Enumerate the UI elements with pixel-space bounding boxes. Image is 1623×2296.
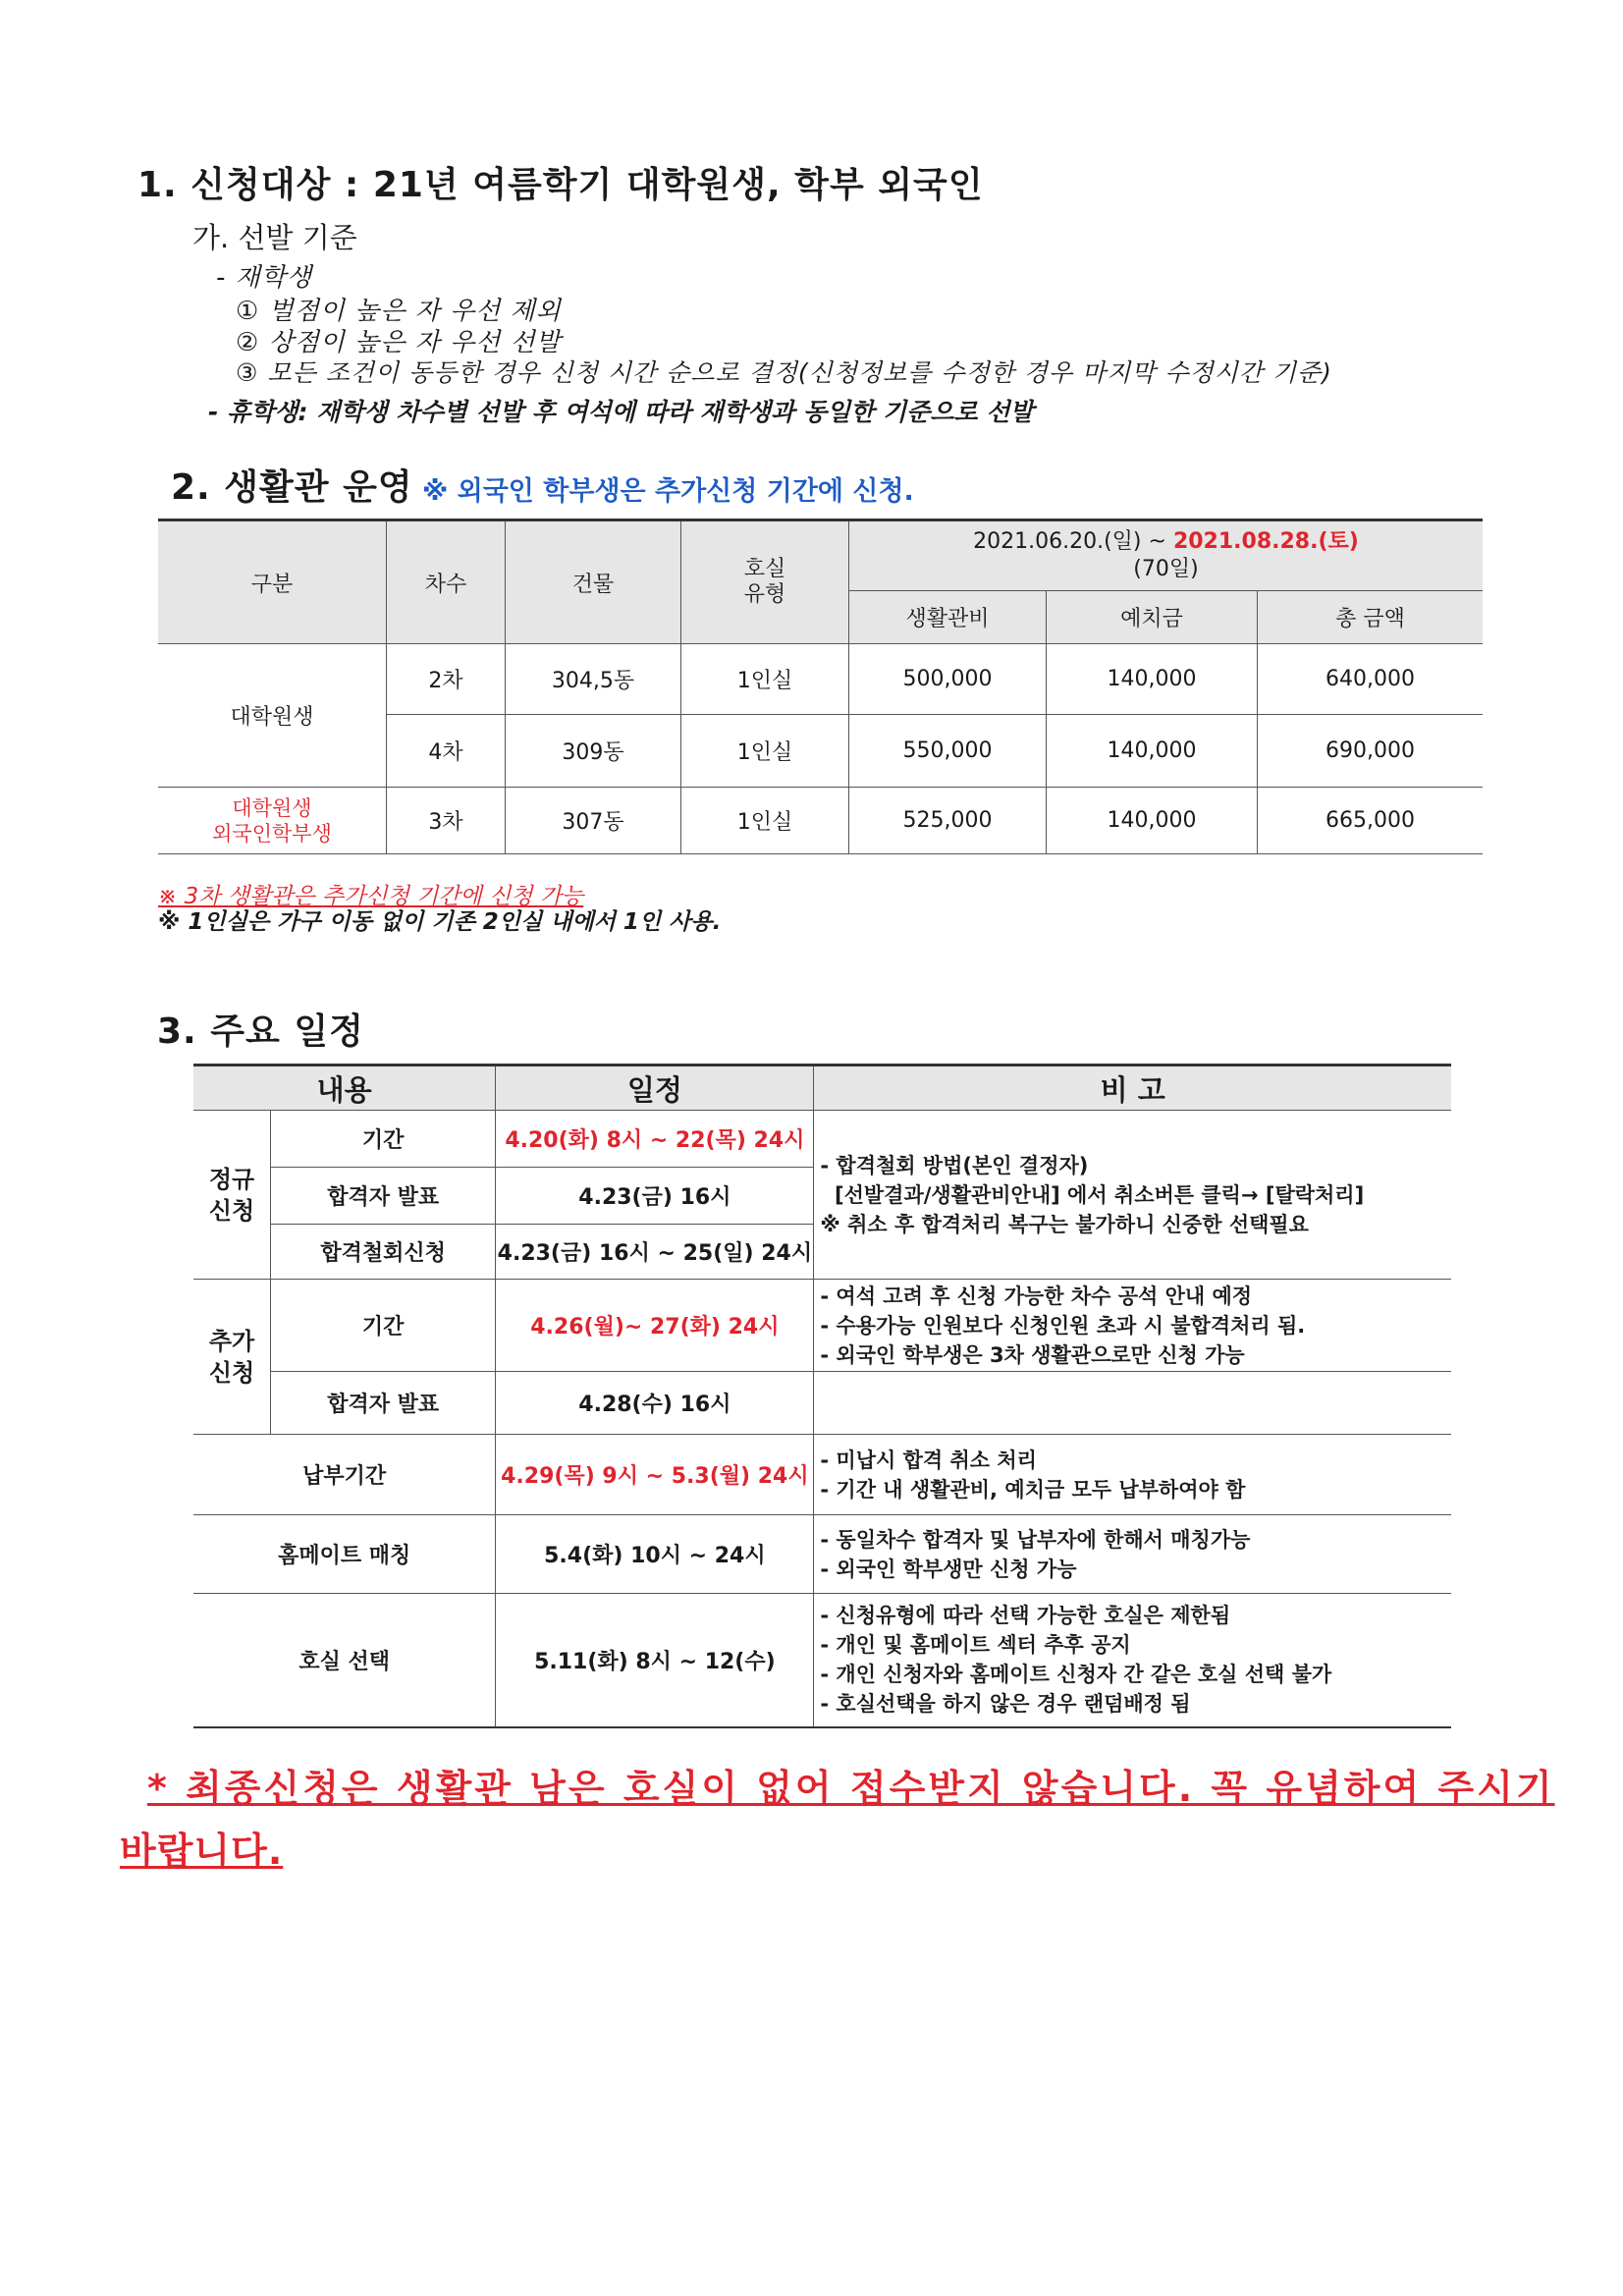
- section2-note: ※ 외국인 학부생은 추가신청 기간에 신청.: [422, 476, 914, 507]
- regular-note-1: - 합격철회 방법(본인 결정자): [820, 1153, 1089, 1177]
- regular-announce-label: 합격자 발표: [271, 1168, 496, 1225]
- table-row: [158, 644, 1483, 715]
- period-days: (70일): [1133, 557, 1199, 581]
- col-building: 건물: [506, 520, 681, 644]
- col-category: 구분: [158, 520, 387, 644]
- additional-note-3: - 외국인 학부생은 3차 생활관으로만 신청 가능: [820, 1342, 1245, 1367]
- cell-round: 4차: [387, 715, 506, 788]
- table-row: [193, 1435, 1451, 1515]
- payment-label: 납부기간: [193, 1435, 496, 1515]
- cell-round: 3차: [387, 788, 506, 854]
- cell-fee: 525,000: [849, 788, 1047, 854]
- cell-fee: 550,000: [849, 715, 1047, 788]
- section2-title: 2. 생활관 운영: [171, 467, 413, 508]
- table-row: [158, 788, 1483, 854]
- col-fee: 생활관비: [849, 591, 1047, 644]
- table-row: [193, 1372, 1451, 1435]
- enrolled-label: - 재학생: [216, 263, 312, 293]
- col-round: 차수: [387, 520, 506, 644]
- cell-room: 1인실: [681, 644, 849, 715]
- section1-title: 1. 신청대상 : 21년 여름학기 대학원생, 학부 외국인: [137, 165, 984, 205]
- cell-room: 1인실: [681, 788, 849, 854]
- regular-withdraw-label: 합격철회신청: [271, 1225, 496, 1280]
- regular-withdraw: 4.23(금) 16시 ~ 25(일) 24시: [496, 1225, 814, 1280]
- cell-building: 304,5동: [506, 644, 681, 715]
- additional-announce-note: [814, 1372, 1451, 1435]
- roommate-notes: [814, 1515, 1451, 1594]
- section3-title: 3. 주요 일정: [157, 1011, 364, 1052]
- roommate-note-1: - 동일차수 합격자 및 납부자에 한해서 매칭가능: [820, 1527, 1251, 1552]
- cell-round: 2차: [387, 644, 506, 715]
- cell-deposit: 140,000: [1047, 644, 1258, 715]
- cell-room: 1인실: [681, 715, 849, 788]
- selection-criteria-heading: 가. 선발 기준: [192, 221, 357, 254]
- regular-period-label: 기간: [271, 1111, 496, 1168]
- cell-category: 대학원생: [158, 644, 387, 788]
- table-row: [193, 1594, 1451, 1727]
- additional-period-label: 기간: [271, 1280, 496, 1372]
- room-select-notes: [814, 1594, 1451, 1727]
- regular-note-3: ※ 취소 후 합격처리 복구는 불가하니 신중한 선택필요: [820, 1212, 1309, 1236]
- leave-student-rule: - 휴학생: 재학생 차수별 선발 후 여석에 따라 재학생과 동일한 기준으로 선발: [208, 398, 1034, 426]
- period-end: 2021.08.28.(토): [1172, 529, 1359, 554]
- col-room-type: 호실 유형: [681, 520, 849, 644]
- table-row: [193, 1515, 1451, 1594]
- col-remarks: 비 고: [814, 1066, 1451, 1111]
- rule-3: ③ 모든 조건이 동등한 경우 신청 시간 순으로 결정(신청정보를 수정한 경우 마지막 수정시간 기준): [236, 358, 1332, 387]
- period-start: 2021.06.20.(일) ~: [973, 529, 1173, 554]
- dorm-fee-table: [158, 519, 1483, 854]
- regular-period: 4.20(화) 8시 ~ 22(목) 24시: [496, 1111, 814, 1168]
- col-schedule: 일정: [496, 1066, 814, 1111]
- cell-deposit: 140,000: [1047, 788, 1258, 854]
- payment-notes: [814, 1435, 1451, 1515]
- additional-note-1: - 여석 고려 후 신청 가능한 차수 공석 안내 예정: [820, 1284, 1253, 1308]
- additional-period: 4.26(월)~ 27(화) 24시: [496, 1280, 814, 1372]
- col-total: 총 금액: [1258, 591, 1484, 644]
- payment-period: 4.29(목) 9시 ~ 5.3(월) 24시: [496, 1435, 814, 1515]
- footnote-1: ※ 3차 생활관은 추가신청 기간에 신청 가능: [158, 884, 584, 909]
- room-select-label: 호실 선택: [193, 1594, 496, 1727]
- payment-note-2: - 기간 내 생활관비, 예치금 모두 납부하여야 함: [820, 1477, 1246, 1502]
- room-select-note-2: - 개인 및 홈메이트 섹터 추후 공지: [820, 1633, 1131, 1658]
- additional-announce: 4.28(수) 16시: [496, 1372, 814, 1435]
- cell-category: [158, 788, 387, 854]
- col-deposit: 예치금: [1047, 591, 1258, 644]
- room-select-note-4: - 호실선택을 하지 않은 경우 랜덤배정 됨: [820, 1692, 1191, 1717]
- group-regular: 정규 신청: [193, 1111, 271, 1280]
- category-line1: 대학원생: [232, 795, 312, 820]
- room-select-note-3: - 개인 신청자와 홈메이트 신청자 간 같은 호실 선택 불가: [820, 1663, 1332, 1687]
- regular-note-2: [선발결과/생활관비안내] 에서 취소버튼 클릭→ [탈락처리]: [820, 1182, 1365, 1207]
- payment-note-1: - 미납시 합격 취소 처리: [820, 1448, 1037, 1472]
- additional-note-2: - 수용가능 인원보다 신청인원 초과 시 불합격처리 됨.: [820, 1313, 1306, 1338]
- regular-notes: [814, 1111, 1451, 1280]
- cell-fee: 500,000: [849, 644, 1047, 715]
- rule-1: ① 벌점이 높은 자 우선 제외: [236, 297, 562, 326]
- room-select-note-1: - 신청유형에 따라 선택 가능한 호실은 제한됨: [820, 1604, 1231, 1628]
- regular-announce: 4.23(금) 16시: [496, 1168, 814, 1225]
- rule-2: ② 상점이 높은 자 우선 선발: [236, 328, 562, 357]
- cell-total: 690,000: [1258, 715, 1484, 788]
- cell-total: 665,000: [1258, 788, 1484, 854]
- final-notice-line1: * 최종신청은 생활관 남은 호실이 없어 접수받지 않습니다. 꼭 유념하여 주시기: [147, 1767, 1555, 1810]
- cell-deposit: 140,000: [1047, 715, 1258, 788]
- roommate-period: 5.4(화) 10시 ~ 24시: [496, 1515, 814, 1594]
- cell-building: 307동: [506, 788, 681, 854]
- category-line2: 외국인학부생: [212, 821, 332, 846]
- table-row: [193, 1111, 1451, 1168]
- final-notice-line2: 바랍니다.: [120, 1830, 284, 1873]
- room-select-period: 5.11(화) 8시 ~ 12(수): [496, 1594, 814, 1727]
- cell-total: 640,000: [1258, 644, 1484, 715]
- col-period: [849, 520, 1484, 591]
- group-additional: 추가 신청: [193, 1280, 271, 1435]
- roommate-label: 홈메이트 매칭: [193, 1515, 496, 1594]
- footnote-2: ※ 1인실은 가구 이동 없이 기존 2인실 내에서 1인 사용.: [158, 909, 722, 935]
- cell-building: 309동: [506, 715, 681, 788]
- additional-announce-label: 합격자 발표: [271, 1372, 496, 1435]
- additional-notes: [814, 1280, 1451, 1372]
- table-row: [193, 1280, 1451, 1372]
- col-content: 내용: [193, 1066, 496, 1111]
- roommate-note-2: - 외국인 학부생만 신청 가능: [820, 1557, 1077, 1581]
- schedule-table: [193, 1064, 1451, 1728]
